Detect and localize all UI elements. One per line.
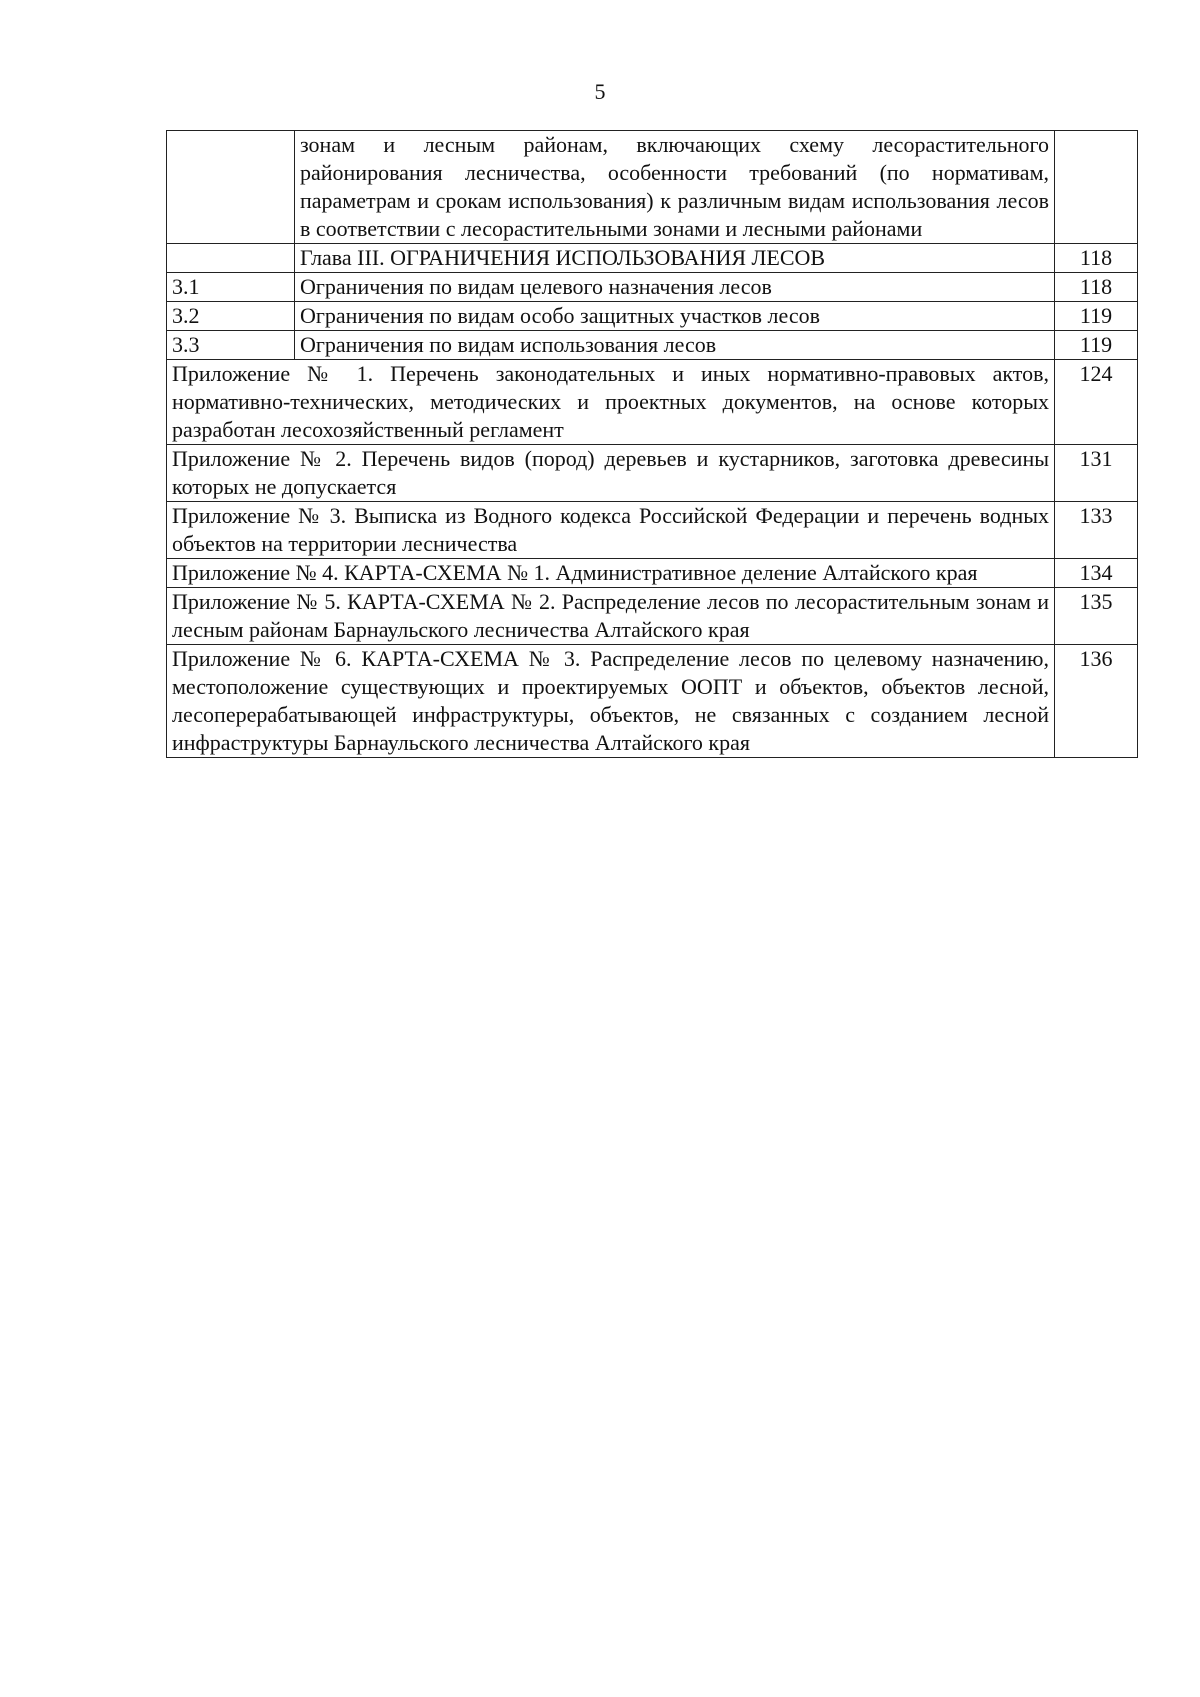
page-number: 5 [594, 79, 606, 104]
toc-row-section [167, 331, 1138, 360]
toc-section-number: 3.1 [167, 273, 295, 302]
toc-page-cell: 124 [1055, 360, 1138, 445]
toc-row-appendix [167, 588, 1138, 645]
toc-appendix-title: Приложение № 6. КАРТА-СХЕМА № 3. Распределение лесов по целевому назначению, местоположение существующих и проектируемых ООПТ и объектов, объектов лесной, лесоперерабатывающей инфраструктуры, объектов, не связанных с созданием лесной инфраструктуры Барнаульского лесничества Алтайского края [167, 645, 1055, 758]
toc-row-chapter-3 [167, 244, 1138, 273]
toc-row-section [167, 273, 1138, 302]
toc-section-number: 3.3 [167, 331, 295, 360]
table-of-contents [166, 130, 1138, 758]
toc-chapter-title: Глава III. ОГРАНИЧЕНИЯ ИСПОЛЬЗОВАНИЯ ЛЕСОВ [295, 244, 1055, 273]
toc-page-cell: 119 [1055, 331, 1138, 360]
toc-section-title: Ограничения по видам целевого назначения лесов [295, 273, 1055, 302]
toc-page-cell [1055, 131, 1138, 244]
toc-row-appendix [167, 445, 1138, 502]
toc-row-section [167, 302, 1138, 331]
toc-row-appendix [167, 645, 1138, 758]
toc-title-cell: зонам и лесным районам, включающих схему лесорастительного районирования лесничества, особенности требований (по нормативам, параметрам и срокам использования) к различным видам использования лесов в соответствии с лесорастительными зонами и лесными районами [295, 131, 1055, 244]
toc-appendix-title: Приложение № 1. Перечень законодательных и иных нормативно-правовых актов, нормативно-технических, методических и проектных документов, на основе которых разработан лесохозяйственный регламент [167, 360, 1055, 445]
toc-page-cell: 118 [1055, 244, 1138, 273]
toc-row-appendix [167, 559, 1138, 588]
toc-section-title: Ограничения по видам использования лесов [295, 331, 1055, 360]
toc-number-cell [167, 244, 295, 273]
toc-row-appendix [167, 502, 1138, 559]
toc-appendix-title: Приложение № 4. КАРТА-СХЕМА № 1. Административное деление Алтайского края [167, 559, 1055, 588]
toc-section-number: 3.2 [167, 302, 295, 331]
toc-page-cell: 119 [1055, 302, 1138, 331]
toc-row-continuation [167, 131, 1138, 244]
toc-page-cell: 133 [1055, 502, 1138, 559]
toc-row-appendix [167, 360, 1138, 445]
toc-number-cell [167, 131, 295, 244]
toc-page-cell: 135 [1055, 588, 1138, 645]
toc-page-cell: 136 [1055, 645, 1138, 758]
toc-appendix-title: Приложение № 3. Выписка из Водного кодекса Российской Федерации и перечень водных объектов на территории лесничества [167, 502, 1055, 559]
toc-page-cell: 118 [1055, 273, 1138, 302]
toc-appendix-title: Приложение № 2. Перечень видов (пород) деревьев и кустарников, заготовка древесины которых не допускается [167, 445, 1055, 502]
toc-section-title: Ограничения по видам особо защитных участков лесов [295, 302, 1055, 331]
toc-page-cell: 131 [1055, 445, 1138, 502]
toc-page-cell: 134 [1055, 559, 1138, 588]
toc-appendix-title: Приложение № 5. КАРТА-СХЕМА № 2. Распределение лесов по лесорастительным зонам и лесным районам Барнаульского лесничества Алтайского края [167, 588, 1055, 645]
